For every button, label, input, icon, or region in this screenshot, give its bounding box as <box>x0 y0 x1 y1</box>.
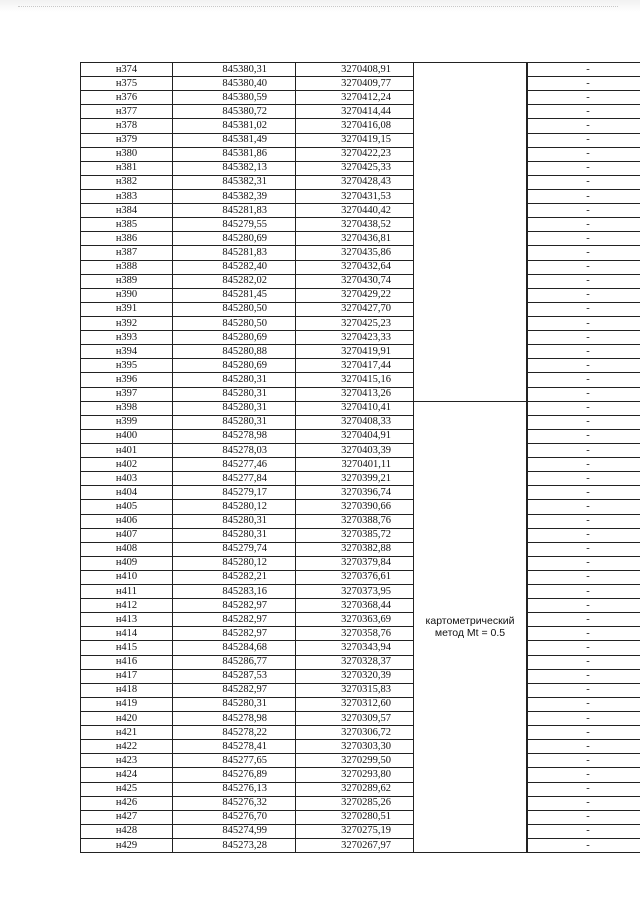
x-coordinate-cell: 845278,03 <box>173 443 296 457</box>
x-coordinate-cell: 845380,59 <box>173 91 296 105</box>
y-coordinate-cell: 3270423,33 <box>296 331 414 345</box>
y-coordinate-cell: 3270416,08 <box>296 119 414 133</box>
point-name-cell: н398 <box>81 401 173 415</box>
point-name-cell: н383 <box>81 189 173 203</box>
y-coordinate-cell: 3270403,39 <box>296 443 414 457</box>
mark-cell: - <box>528 613 640 627</box>
mark-cell: - <box>528 133 640 147</box>
point-name-cell: н379 <box>81 133 173 147</box>
table-row <box>81 175 640 189</box>
x-coordinate-cell: 845282,02 <box>173 274 296 288</box>
mark-cell: - <box>528 796 640 810</box>
x-coordinate-cell: 845280,69 <box>173 331 296 345</box>
mark-cell: - <box>528 472 640 486</box>
mark-cell: - <box>528 387 640 401</box>
table-row <box>81 514 640 528</box>
y-coordinate-cell: 3270412,24 <box>296 91 414 105</box>
x-coordinate-cell: 845280,88 <box>173 345 296 359</box>
y-coordinate-cell: 3270315,83 <box>296 683 414 697</box>
x-coordinate-cell: 845283,16 <box>173 585 296 599</box>
point-name-cell: н384 <box>81 204 173 218</box>
point-name-cell: н426 <box>81 796 173 810</box>
table-row <box>81 712 640 726</box>
point-name-cell: н397 <box>81 387 173 401</box>
mark-cell: - <box>528 246 640 260</box>
table-row <box>81 585 640 599</box>
point-name-cell: н419 <box>81 697 173 711</box>
y-coordinate-cell: 3270440,42 <box>296 204 414 218</box>
mark-cell: - <box>528 274 640 288</box>
point-name-cell: н385 <box>81 218 173 232</box>
y-coordinate-cell: 3270436,81 <box>296 232 414 246</box>
y-coordinate-cell: 3270390,66 <box>296 500 414 514</box>
mark-cell: - <box>528 189 640 203</box>
x-coordinate-cell: 845282,97 <box>173 599 296 613</box>
table-row <box>81 824 640 838</box>
y-coordinate-cell: 3270312,60 <box>296 697 414 711</box>
table-row <box>81 542 640 556</box>
y-coordinate-cell: 3270293,80 <box>296 768 414 782</box>
y-coordinate-cell: 3270303,30 <box>296 740 414 754</box>
table-row <box>81 133 640 147</box>
mark-cell: - <box>528 458 640 472</box>
point-name-cell: н404 <box>81 486 173 500</box>
table-row <box>81 486 640 500</box>
y-coordinate-cell: 3270267,97 <box>296 839 414 853</box>
x-coordinate-cell: 845281,45 <box>173 288 296 302</box>
table-row <box>81 218 640 232</box>
point-name-cell: н408 <box>81 542 173 556</box>
x-coordinate-cell: 845278,41 <box>173 740 296 754</box>
point-name-cell: н402 <box>81 458 173 472</box>
mark-cell: - <box>528 63 640 77</box>
mark-cell: - <box>528 683 640 697</box>
x-coordinate-cell: 845280,69 <box>173 232 296 246</box>
mark-cell: - <box>528 754 640 768</box>
x-coordinate-cell: 845282,40 <box>173 260 296 274</box>
mark-cell: - <box>528 175 640 189</box>
y-coordinate-cell: 3270413,26 <box>296 387 414 401</box>
mark-cell: - <box>528 486 640 500</box>
mark-cell: - <box>528 288 640 302</box>
y-coordinate-cell: 3270432,64 <box>296 260 414 274</box>
y-coordinate-cell: 3270309,57 <box>296 712 414 726</box>
y-coordinate-cell: 3270306,72 <box>296 726 414 740</box>
table-row <box>81 754 640 768</box>
x-coordinate-cell: 845280,69 <box>173 359 296 373</box>
x-coordinate-cell: 845276,32 <box>173 796 296 810</box>
point-name-cell: н388 <box>81 260 173 274</box>
table-row <box>81 359 640 373</box>
y-coordinate-cell: 3270343,94 <box>296 641 414 655</box>
point-name-cell: н382 <box>81 175 173 189</box>
x-coordinate-cell: 845380,72 <box>173 105 296 119</box>
point-name-cell: н377 <box>81 105 173 119</box>
y-coordinate-cell: 3270409,77 <box>296 77 414 91</box>
y-coordinate-cell: 3270414,44 <box>296 105 414 119</box>
x-coordinate-cell: 845280,31 <box>173 514 296 528</box>
x-coordinate-cell: 845280,12 <box>173 500 296 514</box>
y-coordinate-cell: 3270401,11 <box>296 458 414 472</box>
table-row <box>81 472 640 486</box>
y-coordinate-cell: 3270435,86 <box>296 246 414 260</box>
y-coordinate-cell: 3270404,91 <box>296 429 414 443</box>
point-name-cell: н424 <box>81 768 173 782</box>
x-coordinate-cell: 845278,98 <box>173 429 296 443</box>
mark-cell: - <box>528 218 640 232</box>
x-coordinate-cell: 845280,31 <box>173 528 296 542</box>
x-coordinate-cell: 845279,55 <box>173 218 296 232</box>
scan-noise-line <box>18 6 618 8</box>
y-coordinate-cell: 3270320,39 <box>296 669 414 683</box>
y-coordinate-cell: 3270422,23 <box>296 147 414 161</box>
point-name-cell: н400 <box>81 429 173 443</box>
y-coordinate-cell: 3270417,44 <box>296 359 414 373</box>
method-name: картометрический <box>425 614 515 627</box>
mark-cell: - <box>528 500 640 514</box>
y-coordinate-cell: 3270408,91 <box>296 63 414 77</box>
mark-cell: - <box>528 669 640 683</box>
x-coordinate-cell: 845282,97 <box>173 627 296 641</box>
point-name-cell: н381 <box>81 161 173 175</box>
point-name-cell: н425 <box>81 782 173 796</box>
table-row <box>81 189 640 203</box>
table-row <box>81 613 640 627</box>
y-coordinate-cell: 3270415,16 <box>296 373 414 387</box>
mark-cell: - <box>528 345 640 359</box>
y-coordinate-cell: 3270408,33 <box>296 415 414 429</box>
point-name-cell: н406 <box>81 514 173 528</box>
y-coordinate-cell: 3270376,61 <box>296 570 414 584</box>
x-coordinate-cell: 845276,70 <box>173 810 296 824</box>
mark-cell: - <box>528 697 640 711</box>
x-coordinate-cell: 845382,31 <box>173 175 296 189</box>
mark-cell: - <box>528 77 640 91</box>
x-coordinate-cell: 845381,86 <box>173 147 296 161</box>
x-coordinate-cell: 845279,17 <box>173 486 296 500</box>
table-row <box>81 373 640 387</box>
x-coordinate-cell: 845277,84 <box>173 472 296 486</box>
point-name-cell: н394 <box>81 345 173 359</box>
mark-cell: - <box>528 91 640 105</box>
point-name-cell: н407 <box>81 528 173 542</box>
y-coordinate-cell: 3270385,72 <box>296 528 414 542</box>
x-coordinate-cell: 845278,22 <box>173 726 296 740</box>
y-coordinate-cell: 3270396,74 <box>296 486 414 500</box>
x-coordinate-cell: 845282,97 <box>173 613 296 627</box>
table-row <box>81 302 640 316</box>
mark-cell: - <box>528 627 640 641</box>
y-coordinate-cell: 3270280,51 <box>296 810 414 824</box>
mark-cell: - <box>528 429 640 443</box>
table-row <box>81 570 640 584</box>
mark-cell: - <box>528 641 640 655</box>
mark-cell: - <box>528 570 640 584</box>
mark-cell: - <box>528 768 640 782</box>
y-coordinate-cell: 3270438,52 <box>296 218 414 232</box>
x-coordinate-cell: 845281,83 <box>173 246 296 260</box>
y-coordinate-cell: 3270425,33 <box>296 161 414 175</box>
mark-cell: - <box>528 147 640 161</box>
point-name-cell: н387 <box>81 246 173 260</box>
x-coordinate-cell: 845281,83 <box>173 204 296 218</box>
x-coordinate-cell: 845282,21 <box>173 570 296 584</box>
y-coordinate-cell: 3270388,76 <box>296 514 414 528</box>
mark-cell: - <box>528 599 640 613</box>
x-coordinate-cell: 845280,50 <box>173 316 296 330</box>
table-row <box>81 810 640 824</box>
y-coordinate-cell: 3270427,70 <box>296 302 414 316</box>
point-name-cell: н414 <box>81 627 173 641</box>
x-coordinate-cell: 845276,13 <box>173 782 296 796</box>
point-name-cell: н399 <box>81 415 173 429</box>
mark-cell: - <box>528 726 640 740</box>
point-name-cell: н415 <box>81 641 173 655</box>
y-coordinate-cell: 3270382,88 <box>296 542 414 556</box>
x-coordinate-cell: 845277,46 <box>173 458 296 472</box>
mark-cell: - <box>528 105 640 119</box>
y-coordinate-cell: 3270430,74 <box>296 274 414 288</box>
method-accuracy: метод Mt = 0.5 <box>434 626 506 639</box>
table-row <box>81 683 640 697</box>
point-name-cell: н428 <box>81 824 173 838</box>
table-row <box>81 161 640 175</box>
point-name-cell: н378 <box>81 119 173 133</box>
mark-cell: - <box>528 712 640 726</box>
point-name-cell: н392 <box>81 316 173 330</box>
table-row <box>81 246 640 260</box>
point-name-cell: н427 <box>81 810 173 824</box>
table-row <box>81 669 640 683</box>
table-row <box>81 274 640 288</box>
x-coordinate-cell: 845276,89 <box>173 768 296 782</box>
method-cell-upper <box>414 63 527 402</box>
y-coordinate-cell: 3270419,91 <box>296 345 414 359</box>
x-coordinate-cell: 845284,68 <box>173 641 296 655</box>
y-coordinate-cell: 3270289,62 <box>296 782 414 796</box>
mark-cell: - <box>528 260 640 274</box>
mark-cell: - <box>528 824 640 838</box>
table-row <box>81 260 640 274</box>
table-row <box>81 556 640 570</box>
table-row <box>81 232 640 246</box>
table-row <box>81 768 640 782</box>
mark-cell: - <box>528 359 640 373</box>
x-coordinate-cell: 845280,50 <box>173 302 296 316</box>
table-row <box>81 288 640 302</box>
point-name-cell: н386 <box>81 232 173 246</box>
y-coordinate-cell: 3270428,43 <box>296 175 414 189</box>
point-name-cell: н375 <box>81 77 173 91</box>
point-name-cell: н409 <box>81 556 173 570</box>
x-coordinate-cell: 845381,02 <box>173 119 296 133</box>
mark-cell: - <box>528 839 640 853</box>
x-coordinate-cell: 845280,12 <box>173 556 296 570</box>
y-coordinate-cell: 3270419,15 <box>296 133 414 147</box>
y-coordinate-cell: 3270410,41 <box>296 401 414 415</box>
point-name-cell: н374 <box>81 63 173 77</box>
table-row <box>81 316 640 330</box>
x-coordinate-cell: 845380,40 <box>173 77 296 91</box>
x-coordinate-cell: 845277,65 <box>173 754 296 768</box>
table-row <box>81 91 640 105</box>
mark-cell: - <box>528 740 640 754</box>
table-row <box>81 429 640 443</box>
table-row <box>81 147 640 161</box>
mark-cell: - <box>528 655 640 669</box>
y-coordinate-cell: 3270425,23 <box>296 316 414 330</box>
point-name-cell: н413 <box>81 613 173 627</box>
point-name-cell: н421 <box>81 726 173 740</box>
table-row <box>81 528 640 542</box>
point-name-cell: н412 <box>81 599 173 613</box>
point-name-cell: н410 <box>81 570 173 584</box>
mark-cell: - <box>528 528 640 542</box>
x-coordinate-cell: 845280,31 <box>173 697 296 711</box>
y-coordinate-cell: 3270285,26 <box>296 796 414 810</box>
x-coordinate-cell: 845381,49 <box>173 133 296 147</box>
point-name-cell: н376 <box>81 91 173 105</box>
table-row <box>81 796 640 810</box>
mark-cell: - <box>528 302 640 316</box>
table-row <box>81 697 640 711</box>
x-coordinate-cell: 845280,31 <box>173 415 296 429</box>
point-name-cell: н423 <box>81 754 173 768</box>
point-name-cell: н429 <box>81 839 173 853</box>
y-coordinate-cell: 3270328,37 <box>296 655 414 669</box>
y-coordinate-cell: 3270358,76 <box>296 627 414 641</box>
point-name-cell: н420 <box>81 712 173 726</box>
point-name-cell: н391 <box>81 302 173 316</box>
table-row <box>81 500 640 514</box>
mark-cell: - <box>528 119 640 133</box>
mark-cell: - <box>528 514 640 528</box>
y-coordinate-cell: 3270299,50 <box>296 754 414 768</box>
table-row <box>81 387 640 401</box>
y-coordinate-cell: 3270275,19 <box>296 824 414 838</box>
table-row <box>81 331 640 345</box>
table-row <box>81 839 640 853</box>
point-name-cell: н389 <box>81 274 173 288</box>
y-coordinate-cell: 3270399,21 <box>296 472 414 486</box>
x-coordinate-cell: 845282,97 <box>173 683 296 697</box>
table-row <box>81 63 640 77</box>
table-row <box>81 119 640 133</box>
mark-cell: - <box>528 373 640 387</box>
point-name-cell: н411 <box>81 585 173 599</box>
coordinates-table-body <box>81 63 640 853</box>
y-coordinate-cell: 3270363,69 <box>296 613 414 627</box>
x-coordinate-cell: 845287,53 <box>173 669 296 683</box>
x-coordinate-cell: 845280,31 <box>173 373 296 387</box>
point-name-cell: н396 <box>81 373 173 387</box>
table-row <box>81 345 640 359</box>
x-coordinate-cell: 845380,31 <box>173 63 296 77</box>
table-row <box>81 782 640 796</box>
y-coordinate-cell: 3270368,44 <box>296 599 414 613</box>
y-coordinate-cell: 3270379,84 <box>296 556 414 570</box>
point-name-cell: н393 <box>81 331 173 345</box>
mark-cell: - <box>528 443 640 457</box>
table-row <box>81 443 640 457</box>
y-coordinate-cell: 3270429,22 <box>296 288 414 302</box>
mark-cell: - <box>528 331 640 345</box>
point-name-cell: н380 <box>81 147 173 161</box>
point-name-cell: н416 <box>81 655 173 669</box>
table-row <box>81 627 640 641</box>
x-coordinate-cell: 845274,99 <box>173 824 296 838</box>
table-row <box>81 401 640 415</box>
table-row <box>81 599 640 613</box>
x-coordinate-cell: 845286,77 <box>173 655 296 669</box>
point-name-cell: н418 <box>81 683 173 697</box>
mark-cell: - <box>528 161 640 175</box>
mark-cell: - <box>528 585 640 599</box>
x-coordinate-cell: 845382,13 <box>173 161 296 175</box>
table-row <box>81 726 640 740</box>
y-coordinate-cell: 3270373,95 <box>296 585 414 599</box>
point-name-cell: н422 <box>81 740 173 754</box>
x-coordinate-cell: 845273,28 <box>173 839 296 853</box>
mark-cell: - <box>528 542 640 556</box>
mark-cell: - <box>528 556 640 570</box>
mark-cell: - <box>528 316 640 330</box>
y-coordinate-cell: 3270431,53 <box>296 189 414 203</box>
x-coordinate-cell: 845280,31 <box>173 401 296 415</box>
point-name-cell: н395 <box>81 359 173 373</box>
point-name-cell: н401 <box>81 443 173 457</box>
x-coordinate-cell: 845280,31 <box>173 387 296 401</box>
table-row <box>81 415 640 429</box>
mark-cell: - <box>528 232 640 246</box>
table-row <box>81 458 640 472</box>
method-cell <box>414 401 527 853</box>
table-row <box>81 204 640 218</box>
table-row <box>81 740 640 754</box>
x-coordinate-cell: 845382,39 <box>173 189 296 203</box>
mark-cell: - <box>528 782 640 796</box>
table-row <box>81 77 640 91</box>
coordinates-table <box>80 62 640 853</box>
point-name-cell: н405 <box>81 500 173 514</box>
x-coordinate-cell: 845279,74 <box>173 542 296 556</box>
point-name-cell: н417 <box>81 669 173 683</box>
table-row <box>81 105 640 119</box>
mark-cell: - <box>528 204 640 218</box>
mark-cell: - <box>528 810 640 824</box>
mark-cell: - <box>528 415 640 429</box>
table-row <box>81 641 640 655</box>
x-coordinate-cell: 845278,98 <box>173 712 296 726</box>
point-name-cell: н390 <box>81 288 173 302</box>
mark-cell: - <box>528 401 640 415</box>
table-row <box>81 655 640 669</box>
point-name-cell: н403 <box>81 472 173 486</box>
